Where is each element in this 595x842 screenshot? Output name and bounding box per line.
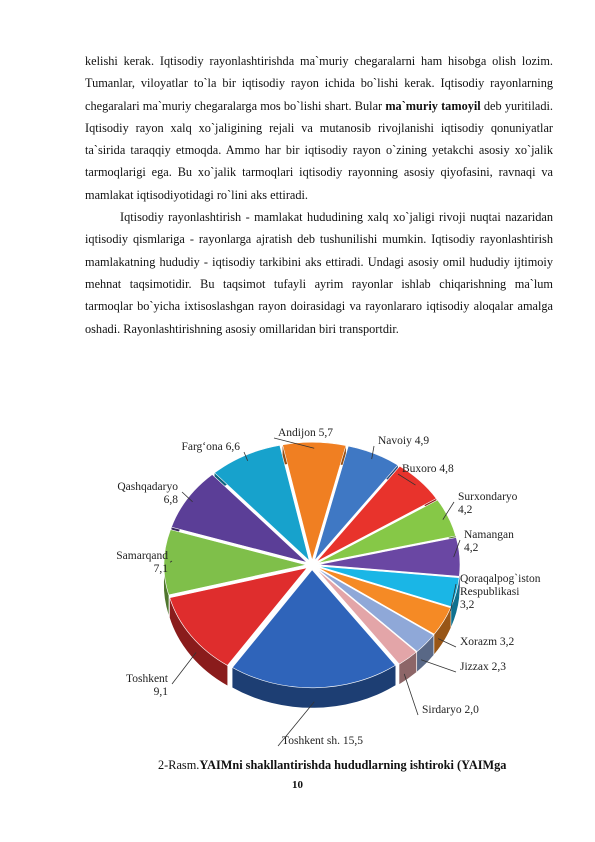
pie-label-line: Buxoro 4,8 (402, 463, 454, 475)
pie-label-line: Namangan (464, 529, 514, 541)
pie-label (117, 481, 178, 506)
pie-label-line: Navoiy 4,9 (378, 435, 430, 447)
paragraph-1-bold-term: ma`muriy tamoyil (385, 98, 481, 113)
pie-label-line: Xorazm 3,2 (460, 636, 515, 648)
pie-label (116, 550, 168, 575)
pie-label-line: Jizzax 2,3 (460, 661, 506, 673)
pie-label-line: 3,2 (460, 599, 475, 611)
pie-label (402, 463, 454, 475)
paragraph-1-end: deb yuritiladi. Iqtisodiy rayon xalq xo`jaligining rejali va mutanosib rivojlanishi iqtisodiy qonuniyatlar ta`sirida taraqqiy etmoqda. Ammo har bir iqtisodiy rayon o`zining yetakchi asosiy xo`jalik tarmoqlarigi ega. Bu xo`jalik tarmoqlari iqtisodiy rayonning asosiy qiyofasini, ravnaqi va mamlakat iqtisodiyotidagi ro`lini aks ettiradi. (85, 98, 553, 202)
pie-label (460, 573, 541, 611)
caption-title: YAIMni shakllantirishda hududlarning ishtiroki (YAIMga (199, 758, 507, 772)
pie-chart (100, 420, 560, 755)
pie-label (282, 735, 363, 747)
pie-label-line: Qoraqalpog`iston (460, 573, 541, 585)
pie-leader-line (172, 652, 196, 684)
paragraph-2: Iqtisodiy rayonlashtirish - mamlakat hududining xalq xo`jaligi rivoji nuqtai nazaridan iqtisodiy qismlariga - rayonlarga ajratish deb tushunilishi mumkin. Iqtisodiy rayonlashtirish mamlakatning hududiy - iqtisodiy tarkibini aks ettiradi. Undagi asosiy omil hududiy ijtimoiy mehnat taqsimotidir. Bu taqsimot tufayli ayrim rayonlar ishlab chiqarishning ma`lum tarmoqlar bo`yicha ixtisoslashgan rayon doirasidagi va rayonlararo iqtisodiy aloqalar amalga oshadi. Rayonlashtirishning asosiy omillaridan biri transportdir. (85, 210, 553, 336)
paragraph-1-start: kelishi kerak. Iqtisodiy rayonlashtirishda ma`muriy chegaralarni ham hisobga olish lozim. Tumanlar, viloyatlar to`la bir iqtisodiy rayon ichida bo`lishi kerak. Iqtisodiy rayonlarning chegaralari ma`muriy chegaralarga mos bo`lishi shart. Bular (85, 54, 553, 113)
pie-label-line: Samarqand (116, 550, 168, 562)
body-text (85, 50, 553, 340)
pie-leader-line (421, 660, 456, 672)
pie-label-line: Farg‘ona 6,6 (181, 441, 240, 453)
pie-label-line: 6,8 (163, 494, 178, 506)
pie-label (181, 441, 240, 453)
pie-label-line: Surxondaryo (458, 491, 518, 503)
pie-label (464, 529, 514, 554)
pie-label-line: Qashqadaryo (117, 481, 178, 493)
pie-label (378, 435, 429, 447)
pie-chart-svg (100, 420, 560, 755)
pie-label-line: 4,2 (458, 504, 473, 516)
page-number: 10 (292, 779, 303, 791)
pie-label-line: Toshkent sh. 15,5 (282, 735, 363, 747)
pie-label-line: 4,2 (464, 542, 479, 554)
caption-prefix: 2-Rasm. (158, 758, 200, 772)
pie-label-line: Andijon 5,7 (278, 427, 333, 439)
pie-label (460, 661, 506, 673)
pie-label-line: 9,1 (153, 686, 168, 698)
pie-label-line: 7,1 (153, 563, 168, 575)
pie-label (278, 427, 333, 439)
pie-leader-line (404, 674, 418, 715)
paragraph-1 (85, 50, 553, 206)
pie-label (460, 636, 515, 648)
pie-label-line: Respublikasi (460, 586, 520, 598)
pie-label (126, 673, 169, 698)
pie-slices (164, 442, 460, 688)
pie-label-line: Sirdaryo 2,0 (422, 704, 479, 716)
pie-label (422, 704, 479, 716)
pie-label (458, 491, 518, 516)
figure-caption (158, 758, 506, 773)
pie-label-line: Toshkent (126, 673, 168, 685)
